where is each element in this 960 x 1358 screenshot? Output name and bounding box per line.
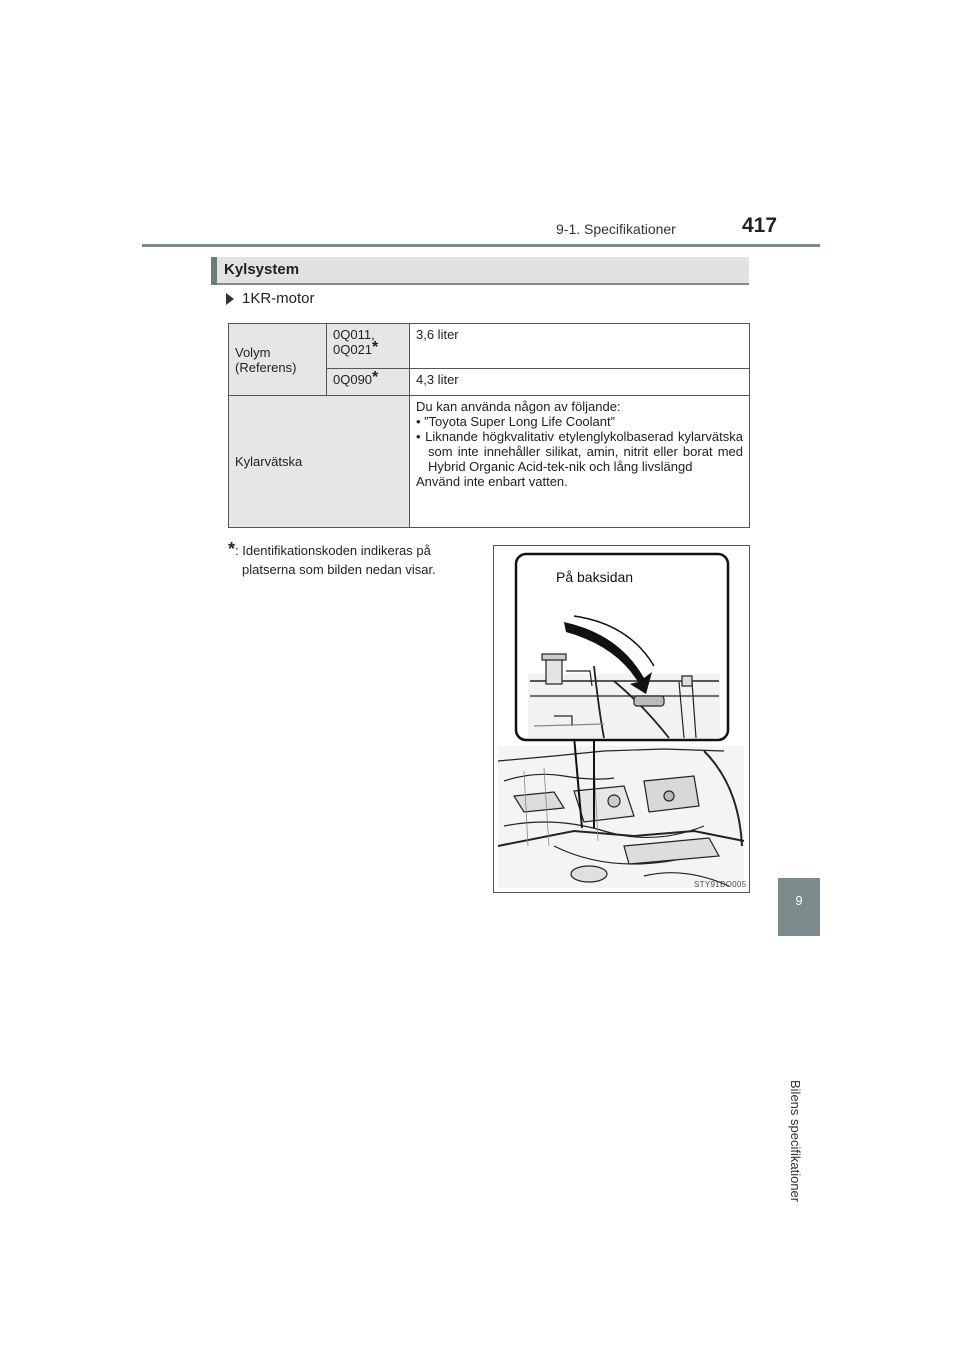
volume-value: 3,6 liter	[416, 327, 459, 342]
section-title: Kylsystem	[224, 261, 300, 278]
engine-code: 0Q011,	[333, 327, 375, 342]
footnote	[228, 540, 478, 579]
footnote-text: : Identifikationskoden indikeras på	[235, 543, 431, 558]
coolant-intro: Du kan använda någon av följande:	[416, 399, 621, 414]
triangle-bullet-icon	[226, 293, 234, 305]
engine-bay-illustration	[494, 546, 749, 892]
section-header: 9-1. Specifikationer	[556, 221, 676, 237]
figure-image-code: STY91BO005	[694, 880, 747, 889]
footnote-text: platserna som bilden nedan visar.	[242, 562, 436, 577]
value-cell	[410, 324, 750, 369]
chapter-tab-number: 9	[795, 893, 803, 908]
coolant-description-cell	[410, 396, 750, 528]
engine-code: 0Q090	[333, 372, 373, 387]
coolant-spec-table	[228, 323, 750, 528]
volume-label-cell	[229, 324, 327, 396]
page-number: 417	[742, 214, 778, 237]
code-cell	[327, 369, 410, 396]
coolant-option: • Liknande högkvalitativ etylenglykolbaserad kylarvätska som inte innehåller silikat, amin, nitrit eller borat med Hybrid Organic Acid-tek-nik och lång livslängd	[416, 429, 743, 474]
volume-label-reference: (Referens)	[235, 359, 297, 375]
section-title-marker	[211, 257, 217, 285]
coolant-label-cell	[229, 396, 410, 528]
figure-callout-label: På baksidan	[556, 569, 634, 585]
value-cell	[410, 369, 750, 396]
code-cell	[327, 324, 410, 369]
volume-label: Volym	[235, 344, 271, 360]
table-row	[229, 324, 750, 369]
volume-value: 4,3 liter	[416, 372, 459, 387]
engine-code: 0Q021	[333, 342, 373, 357]
asterisk-marker: *	[372, 339, 379, 356]
coolant-note: Använd inte enbart vatten.	[416, 474, 568, 489]
coolant-label: Kylarvätska	[235, 454, 303, 469]
subheading: 1KR-motor	[242, 290, 315, 307]
asterisk-marker: *	[228, 539, 236, 559]
table-row	[229, 396, 750, 528]
header-rule	[142, 244, 820, 247]
engine-bay-figure	[493, 545, 750, 893]
coolant-option: • ”Toyota Super Long Life Coolant”	[416, 414, 615, 429]
asterisk-marker: *	[372, 369, 379, 386]
chapter-tab-label: Bilens specifikationer	[788, 1080, 803, 1203]
